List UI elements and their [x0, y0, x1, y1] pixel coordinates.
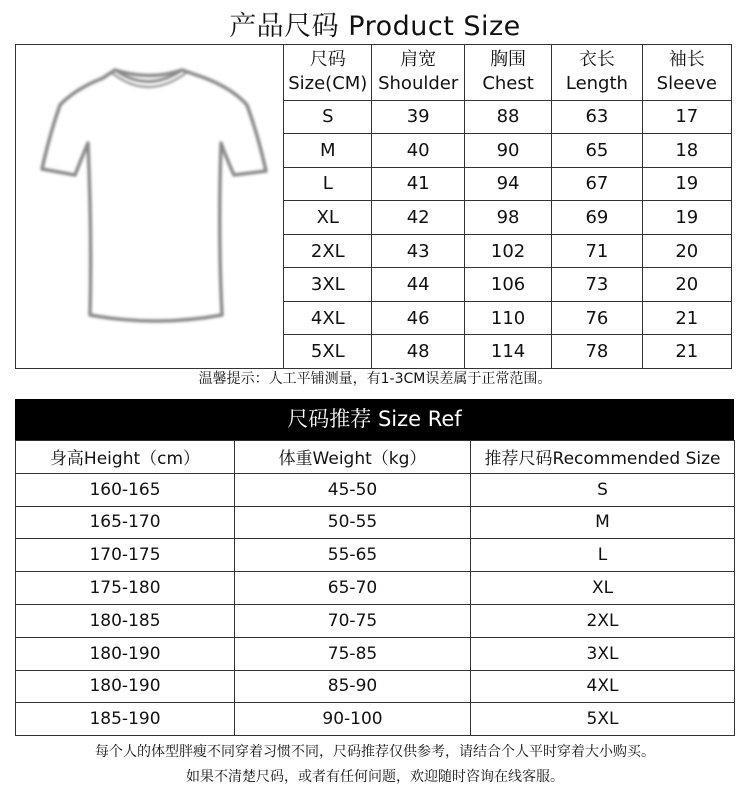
cell-recommended-size: 3XL	[471, 637, 735, 670]
header-sleeve: 袖长 Sleeve	[642, 45, 731, 101]
size-ref-table	[15, 440, 735, 736]
cell-weight: 85-90	[235, 670, 471, 703]
header-weight: 体重Weight（kg）	[235, 441, 471, 474]
header-chest: 胸围 Chest	[464, 45, 551, 101]
cell-chest: 114	[464, 335, 551, 369]
cell-chest: 110	[464, 301, 551, 335]
cell-length: 71	[552, 234, 642, 268]
cell-weight: 50-55	[235, 506, 471, 539]
cell-size: L	[284, 167, 372, 201]
cell-length: 63	[552, 100, 642, 134]
page-title: 产品尺码 Product Size	[229, 11, 521, 42]
cell-length: 67	[552, 167, 642, 201]
tshirt-outline-icon	[20, 45, 279, 361]
product-size-table	[15, 44, 732, 369]
cell-sleeve: 21	[642, 335, 731, 369]
cell-weight: 90-100	[235, 703, 471, 736]
cell-chest: 94	[464, 167, 551, 201]
cell-height: 160-165	[16, 473, 235, 506]
header-length: 衣长 Length	[552, 45, 642, 101]
cell-length: 73	[552, 268, 642, 302]
cell-recommended-size: L	[471, 539, 735, 572]
cell-sleeve: 18	[642, 134, 731, 168]
cell-chest: 88	[464, 100, 551, 134]
cell-recommended-size: 4XL	[471, 670, 735, 703]
cell-length: 76	[552, 301, 642, 335]
cell-length: 78	[552, 335, 642, 369]
table-row	[16, 670, 735, 703]
cell-chest: 90	[464, 134, 551, 168]
cell-height: 165-170	[16, 506, 235, 539]
cell-chest: 98	[464, 201, 551, 235]
table-header-row	[16, 441, 735, 474]
cell-shoulder: 41	[372, 167, 464, 201]
table-header-row	[16, 45, 732, 101]
table-row	[16, 604, 735, 637]
cell-sleeve: 20	[642, 268, 731, 302]
measurement-note: 温馨提示：人工平铺测量，有1-3CM误差属于正常范围。	[198, 371, 552, 387]
cell-size: 5XL	[284, 335, 372, 369]
cell-sleeve: 21	[642, 301, 731, 335]
cell-size: S	[284, 100, 372, 134]
cell-chest: 102	[464, 234, 551, 268]
table-row	[16, 473, 735, 506]
table-row	[16, 539, 735, 572]
cell-shoulder: 39	[372, 100, 464, 134]
cell-sleeve: 19	[642, 201, 731, 235]
cell-height: 180-185	[16, 604, 235, 637]
cell-height: 170-175	[16, 539, 235, 572]
cell-length: 65	[552, 134, 642, 168]
cell-height: 175-180	[16, 572, 235, 605]
cell-size: M	[284, 134, 372, 168]
cell-recommended-size: M	[471, 506, 735, 539]
tshirt-image	[16, 45, 284, 369]
table-row	[16, 506, 735, 539]
cell-weight: 55-65	[235, 539, 471, 572]
header-height: 身高Height（cm）	[16, 441, 235, 474]
footer-note-contact: 如果不清楚尺码，或者有任何问题，欢迎随时咨询在线客服。	[186, 769, 564, 785]
cell-size: XL	[284, 201, 372, 235]
cell-weight: 45-50	[235, 473, 471, 506]
cell-length: 69	[552, 201, 642, 235]
cell-size: 2XL	[284, 234, 372, 268]
cell-weight: 75-85	[235, 637, 471, 670]
table-row	[16, 572, 735, 605]
cell-recommended-size: XL	[471, 572, 735, 605]
cell-sleeve: 17	[642, 100, 731, 134]
cell-weight: 65-70	[235, 572, 471, 605]
cell-recommended-size: S	[471, 473, 735, 506]
table-row	[16, 637, 735, 670]
header-size: 尺码 Size(CM)	[284, 45, 372, 101]
cell-shoulder: 44	[372, 268, 464, 302]
cell-recommended-size: 5XL	[471, 703, 735, 736]
table-row	[16, 703, 735, 736]
cell-height: 185-190	[16, 703, 235, 736]
cell-height: 180-190	[16, 637, 235, 670]
cell-shoulder: 48	[372, 335, 464, 369]
cell-shoulder: 42	[372, 201, 464, 235]
cell-recommended-size: 2XL	[471, 604, 735, 637]
cell-shoulder: 43	[372, 234, 464, 268]
header-shoulder: 肩宽 Shoulder	[372, 45, 464, 101]
cell-shoulder: 46	[372, 301, 464, 335]
cell-shoulder: 40	[372, 134, 464, 168]
cell-size: 3XL	[284, 268, 372, 302]
size-ref-banner: 尺码推荐 Size Ref	[15, 399, 734, 440]
header-recommended-size: 推荐尺码Recommended Size	[471, 441, 735, 474]
cell-sleeve: 20	[642, 234, 731, 268]
cell-chest: 106	[464, 268, 551, 302]
cell-sleeve: 19	[642, 167, 731, 201]
cell-weight: 70-75	[235, 604, 471, 637]
cell-height: 180-190	[16, 670, 235, 703]
cell-size: 4XL	[284, 301, 372, 335]
footer-note-fit: 每个人的体型胖瘦不同穿着习惯不同，尺码推荐仅供参考，请结合个人平时穿着大小购买。	[95, 744, 655, 760]
